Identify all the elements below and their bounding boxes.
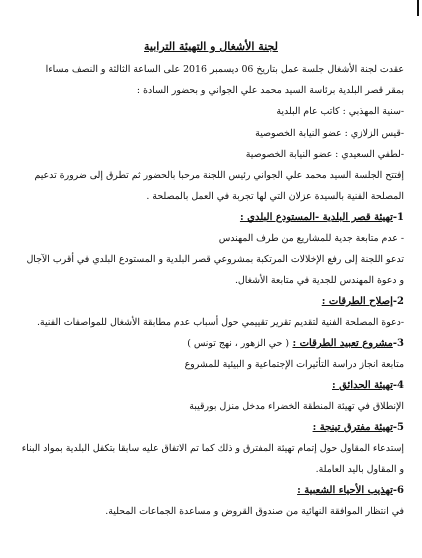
section-5-line-1: إستدعاء المقاول حول إتمام تهيئة المفترق و ذلك كما تم الاتفاق عليه سابقا بتكفل البلدية بمواد البناء: [21, 443, 404, 454]
section-6-line-1: في انتظار الموافقة النهائية من صندوق القروض و مساعدة الجماعات المحلية.: [105, 506, 404, 517]
document-title: لجنة الأشغال و التهيئة الترابية: [144, 40, 278, 53]
section-4-line-1: الإنطلاق في تهيئة المنطقة الخضراء مدخل منزل بورقيبة: [189, 401, 404, 412]
section-1-line-1: - عدم متابعة جدية للمشاريع من طرف المهندس: [218, 233, 404, 244]
section-number: 3-: [392, 338, 404, 349]
section-number: 6-: [392, 485, 404, 496]
section-title: تهيئة مفترق تينجة :: [312, 422, 393, 433]
section-title: تهيئة قصر البلدية -المستودع البلدي :: [239, 212, 393, 223]
attendee-1: -سنية المهذبي : كاتب عام البلدية: [276, 106, 404, 117]
opening-line-2: المصلحة الفنية بالسيدة عزلان التي لها تجربة في العمل بالمصلحة .: [146, 191, 404, 202]
attendee-2: -قيس الزلازي : عضو النيابة الخصوصية: [255, 128, 404, 139]
section-title: مشروع تعبيد الطرقات :: [292, 338, 393, 349]
corner-mark: [417, 0, 419, 16]
section-3-line-1: متابعة انجاز دراسة التأثيرات الإجتماعية و البيئية للمشروع: [184, 359, 404, 370]
intro-line-2: بمقر قصر البلدية برئاسة السيد محمد علي الجواني و بحضور السادة :: [136, 85, 404, 96]
section-5-line-2: و المقاول باليد العاملة.: [315, 464, 404, 475]
section-number: 2-: [392, 296, 404, 307]
section-2-heading: [14, 294, 404, 309]
section-number: 1-: [392, 212, 404, 223]
section-number: 5-: [392, 422, 404, 433]
section-1-line-2: تدعو اللجنة إلى رفع الإخلالات المرتكبة بمشروعي قصر البلدية و المستودع البلدي في أقرب الآجال: [26, 254, 404, 265]
section-title: إصلاح الطرقات :: [321, 296, 393, 307]
section-number: 4-: [392, 380, 404, 391]
section-3-places: ( حي الزهور ، نهج تونس ): [187, 338, 289, 349]
section-1-heading: [14, 210, 404, 225]
section-3-heading: [14, 336, 404, 351]
section-title: تهذيب الأحياء الشعبية :: [297, 485, 393, 496]
section-5-heading: [14, 420, 404, 435]
section-1-line-3: و دعوة المهندس للجدية في متابعة الأشغال.: [234, 275, 404, 286]
section-2-line-1: -دعوة المصلحة الفنية لتقديم تقرير تقييمي حول أسباب عدم مطابقة الأشغال للمواصفات الفنية.: [36, 317, 404, 328]
section-title: تهيئة الحدائق :: [332, 380, 393, 391]
intro-line-1: عقدت لجنة الأشغال جلسة عمل بتاريخ 06 ديسمبر 2016 على الساعة الثالثة و النصف مساءا: [45, 64, 404, 75]
opening-line-1: إفتتح الجلسة السيد محمد علي الجواني رئيس اللجنة مرحبا بالحضور ثم تطرق إلى ضرورة تدعيم: [34, 170, 404, 181]
attendee-3: -لطفي السعيدي : عضو النيابة الخصوصية: [245, 149, 404, 160]
section-4-heading: [14, 378, 404, 393]
section-6-heading: [14, 483, 404, 498]
